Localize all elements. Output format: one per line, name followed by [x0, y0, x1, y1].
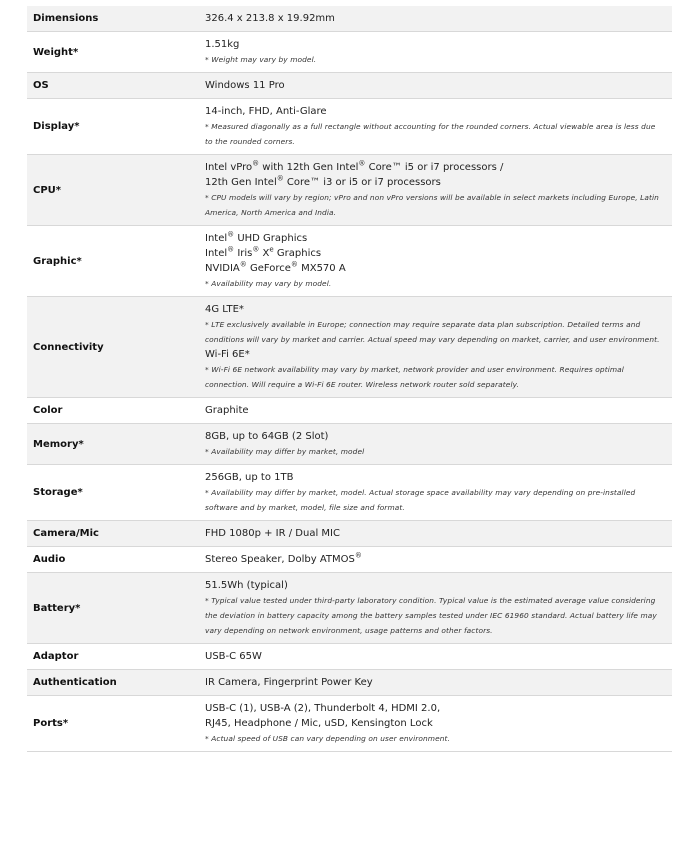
spec-value-line: USB-C (1), USB-A (2), Thunderbolt 4, HDMI 2.0, — [205, 703, 441, 714]
spec-value-line: USB-C 65W — [205, 651, 262, 662]
spec-label: Ports* — [33, 718, 69, 729]
spec-value-line: Windows 11 Pro — [205, 80, 285, 91]
spec-value — [194, 32, 672, 73]
spec-footnote: * Measured diagonally as a full rectangle without accounting for the rounded corners. Actual viewable area is less due to the rounded corners. — [205, 122, 656, 146]
spec-table-container — [27, 6, 672, 752]
spec-label: Storage* — [33, 487, 83, 498]
spec-value — [194, 6, 672, 32]
spec-value — [194, 670, 672, 696]
spec-value — [194, 644, 672, 670]
spec-value — [194, 573, 672, 644]
spec-footnote: * Availability may differ by market, model. Actual storage space availability may vary depending on pre-installed software and by market, model, file size and format. — [205, 488, 636, 512]
spec-value — [194, 398, 672, 424]
spec-value-line: Intel® Iris® Xe Graphics — [205, 245, 322, 259]
spec-footnote: * CPU models will vary by region; vPro and non vPro versions will be available in select markets including Europe, Latin America, North America and India. — [205, 193, 659, 217]
spec-label: Authentication — [33, 677, 117, 688]
spec-label: Dimensions — [33, 13, 99, 24]
spec-value — [194, 73, 672, 99]
spec-label: Battery* — [33, 602, 81, 614]
spec-row — [27, 521, 672, 547]
spec-table — [27, 6, 672, 752]
spec-value — [194, 465, 672, 521]
spec-value-line: IR Camera, Fingerprint Power Key — [205, 677, 373, 688]
spec-row — [27, 99, 672, 155]
spec-row — [27, 465, 672, 521]
spec-row — [27, 32, 672, 73]
spec-value-line: 12th Gen Intel® Core™ i3 or i5 or i7 processors — [205, 174, 441, 188]
spec-row — [27, 670, 672, 696]
spec-label: Color — [33, 405, 63, 416]
spec-value-line: 326.4 x 213.8 x 19.92mm — [205, 13, 335, 24]
spec-footnote: * Weight may vary by model. — [205, 55, 317, 64]
spec-value — [194, 696, 672, 752]
spec-value — [194, 155, 672, 226]
spec-value-line: 8GB, up to 64GB (2 Slot) — [205, 431, 329, 442]
spec-value-line: Intel vPro® with 12th Gen Intel® Core™ i5 or i7 processors / — [205, 159, 504, 173]
spec-value-line: NVIDIA® GeForce® MX570 A — [205, 260, 346, 274]
spec-row — [27, 644, 672, 670]
spec-value — [194, 424, 672, 465]
spec-label: CPU* — [33, 184, 62, 196]
spec-footnote: * Availability may vary by model. — [205, 279, 332, 288]
spec-footnote: * LTE exclusively available in Europe; connection may require separate data plan subscription. Detailed terms and conditions will vary by market and carrier. Actual speed may vary depending on market, carrier, and user environment. — [205, 320, 660, 344]
spec-value — [194, 297, 672, 398]
spec-value-line: Intel® UHD Graphics — [205, 230, 308, 244]
spec-value-line: Graphite — [205, 405, 249, 416]
spec-label: Display* — [33, 121, 80, 132]
spec-value-line: 4G LTE* — [205, 304, 244, 315]
spec-value — [194, 521, 672, 547]
spec-footnote: * Typical value tested under third-party laboratory condition. Typical value is the estimated average value considering the deviation in battery capacity among the battery samples tested under IEC 61960 standard. Actual battery life may vary depending on network environment, usage patterns and other factors. — [205, 596, 657, 635]
spec-value-line: RJ45, Headphone / Mic, uSD, Kensington Lock — [205, 718, 433, 729]
spec-label: Memory* — [33, 438, 84, 450]
spec-footnote: * Actual speed of USB can vary depending on user environment. — [205, 734, 450, 743]
spec-value-line: 1.51kg — [205, 39, 240, 50]
spec-row — [27, 696, 672, 752]
spec-label: Graphic* — [33, 255, 82, 267]
spec-row — [27, 155, 672, 226]
spec-footnote: * Wi-Fi 6E network availability may vary by market, network provider and user environment. Requires optimal connection. Will require a Wi-Fi 6E router. Wireless network router sold separately. — [205, 365, 624, 389]
spec-value-line: 14-inch, FHD, Anti-Glare — [205, 106, 327, 117]
spec-table-body — [27, 6, 672, 752]
spec-footnote: * Availability may differ by market, model — [205, 447, 365, 456]
spec-value-line: Stereo Speaker, Dolby ATMOS® — [205, 551, 362, 565]
spec-row — [27, 573, 672, 644]
spec-value-line: 256GB, up to 1TB — [205, 472, 294, 483]
spec-label: Camera/Mic — [33, 528, 99, 539]
spec-row — [27, 424, 672, 465]
spec-row — [27, 226, 672, 297]
spec-label: Connectivity — [33, 341, 104, 353]
spec-value-line: Wi-Fi 6E* — [205, 349, 250, 360]
spec-value — [194, 547, 672, 573]
spec-row — [27, 6, 672, 32]
spec-value — [194, 226, 672, 297]
spec-row — [27, 398, 672, 424]
spec-row — [27, 547, 672, 573]
spec-value-line: FHD 1080p + IR / Dual MIC — [205, 528, 340, 539]
spec-label: OS — [33, 80, 49, 91]
spec-row — [27, 73, 672, 99]
spec-label: Weight* — [33, 46, 79, 58]
spec-row — [27, 297, 672, 398]
spec-value — [194, 99, 672, 155]
spec-value-line: 51.5Wh (typical) — [205, 580, 288, 591]
spec-label: Adaptor — [33, 651, 79, 662]
spec-label: Audio — [33, 554, 66, 565]
